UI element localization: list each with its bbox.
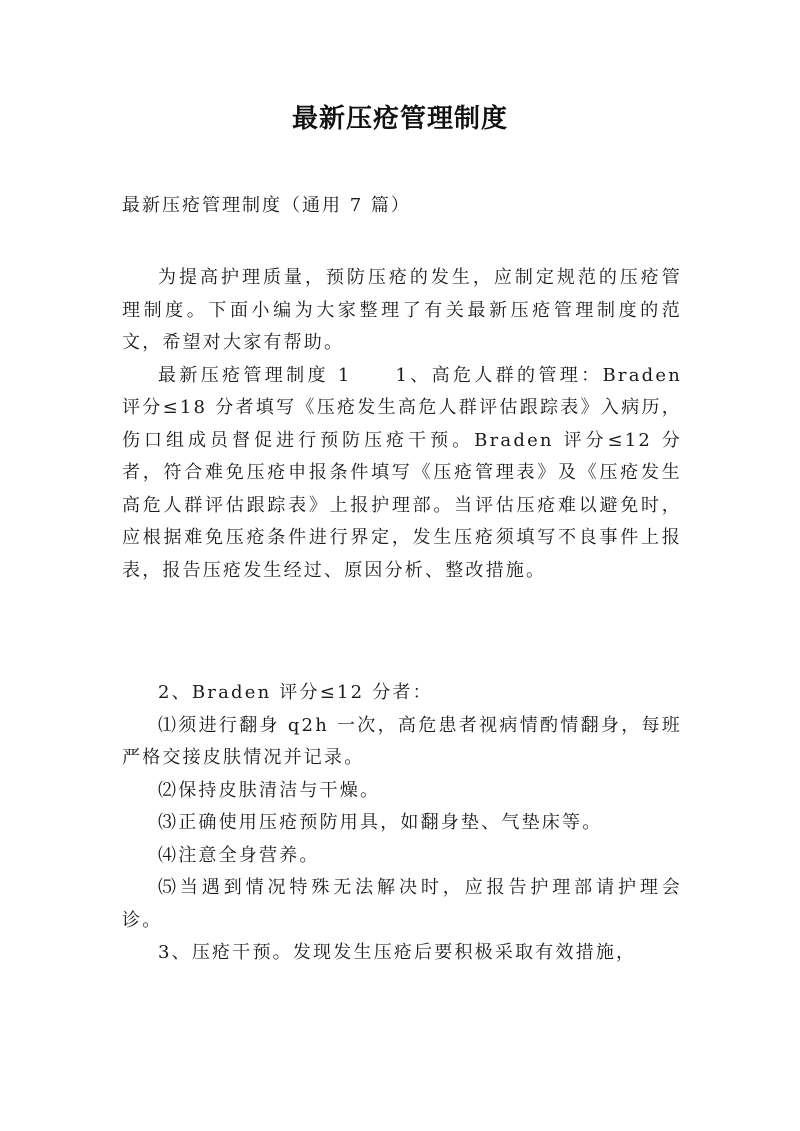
section1-paragraph: 最新压疮管理制度 1 1、高危人群的管理：Braden 评分≤18 分者填写《压疮发生高危人群评估跟踪表》入病历，伤口组成员督促进行预防压疮干预。Braden 评分≤12 分者，符合难免压疮申报条件填写《压疮管理表》及《压疮发生高危人群评估跟踪表》上报护理部。当评估压疮难以避免时，应根据难免压疮条件进行界定，发生压疮须填写不良事件上报表，报告压疮发生经过、原因分析、整改措施。 xyxy=(122,364,682,581)
item2-3-paragraph: ⑶正确使用压疮预防用具，如翻身垫、气垫床等。 xyxy=(158,812,603,833)
item2-5-paragraph: ⑸当遇到情况特殊无法解决时，应报告护理部请护理会诊。 xyxy=(122,877,682,931)
document-title: 最新压疮管理制度 xyxy=(291,104,508,134)
item3-paragraph: 3、压疮干预。发现发生压疮后要积极采取有效措施， xyxy=(158,942,637,963)
item2-heading: 2、Braden 评分≤12 分者： xyxy=(158,682,433,703)
document-body-bottom xyxy=(122,677,682,970)
item2-4-paragraph: ⑷注意全身营养。 xyxy=(158,844,320,866)
document-body-top xyxy=(122,262,682,587)
document-subtitle: 最新压疮管理制度（通用 7 篇） xyxy=(122,195,411,216)
intro-paragraph: 为提高护理质量，预防压疮的发生，应制定规范的压疮管理制度。下面小编为大家整理了有关最新压疮管理制度的范文，希望对大家有帮助。 xyxy=(122,267,682,353)
item2-1-paragraph: ⑴须进行翻身 q2h 一次，高危患者视病情酌情翻身，每班严格交接皮肤情况并记录。 xyxy=(122,714,682,768)
item2-2-paragraph: ⑵保持皮肤清洁与干燥。 xyxy=(158,779,381,801)
